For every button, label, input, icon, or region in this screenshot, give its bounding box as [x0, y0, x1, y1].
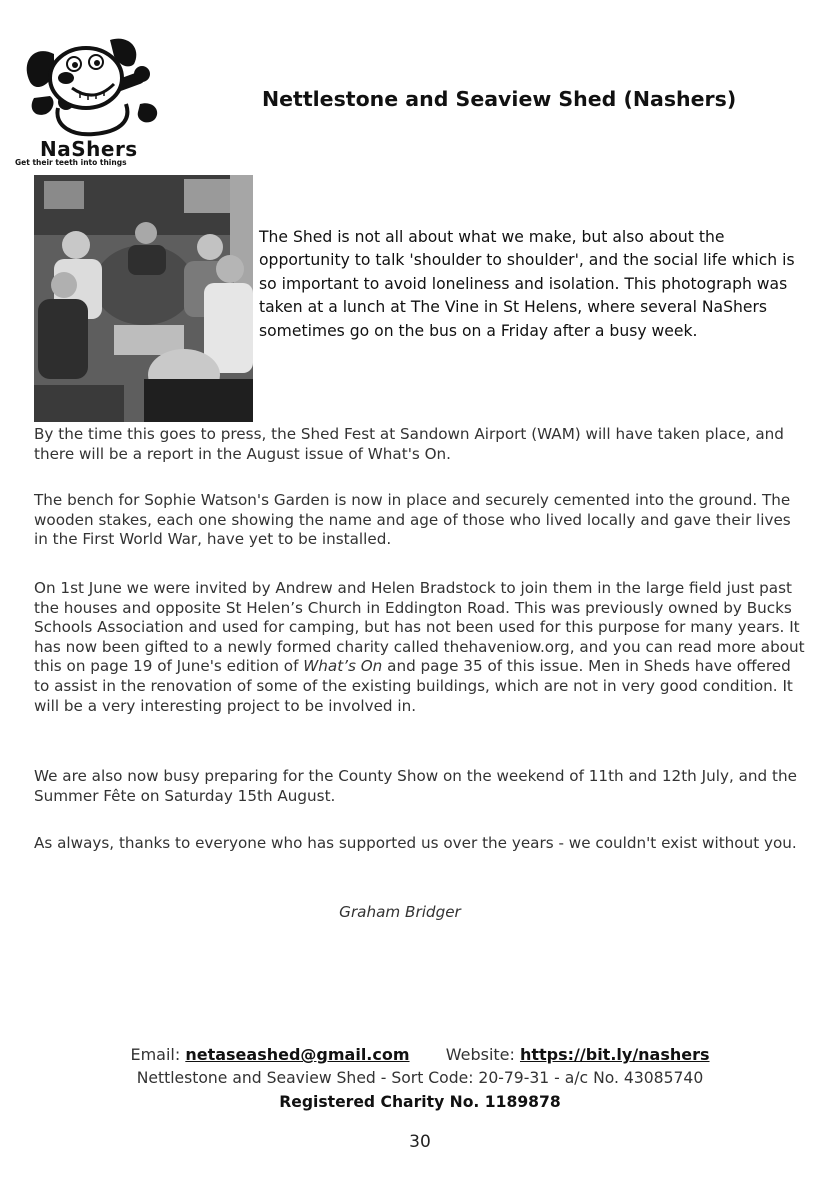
- logo-tagline: Get their teeth into things: [15, 158, 127, 167]
- website-label: Website:: [445, 1045, 515, 1064]
- author-signature: Graham Bridger: [339, 903, 461, 921]
- intro-paragraph: The Shed is not all about what we make, but also about the opportunity to talk 'shoulder to shoulder', and the social life which is so important to avoid loneliness and isolation. This photograph was taken at a lunch at The Vine in St Helens, where several NaShers sometimes go on the bus on a Friday after a busy week.: [259, 228, 795, 340]
- paragraph-field-text-1: On 1st June we were invited by Andrew and Helen Bradstock to join them in the large field just past the houses and opposite St Helen’s Church in Eddington Road. This was previously owned by Bucks Schools Association and used for camping, but has not been used for this purpose for many years. It has now been gifted to a newly formed charity called thehaveniow.org, and you can read more about this on page 19 of June's edition of: [34, 579, 805, 676]
- email-label: Email:: [130, 1045, 181, 1064]
- logo-wordmark: NaShers: [40, 137, 138, 161]
- email-link[interactable]: netaseashed@gmail.com: [185, 1045, 410, 1064]
- paragraph-thanks: As always, thanks to everyone who has supported us over the years - we couldn't exist without you.: [34, 834, 797, 852]
- lunch-photo: [34, 175, 253, 422]
- contact-line: [0, 1045, 840, 1064]
- website-link[interactable]: https://bit.ly/nashers: [519, 1045, 710, 1064]
- paragraph-field: [34, 579, 809, 716]
- paragraph-bench: The bench for Sophie Watson's Garden is now in place and securely cemented into the ground. The wooden stakes, each one showing the name and age of those who lived locally and gave their lives in the First World War, have yet to be installed.: [34, 491, 791, 549]
- paragraph-shed-fest: By the time this goes to press, the Shed Fest at Sandown Airport (WAM) will have taken place, and there will be a report in the August issue of What's On.: [34, 425, 784, 463]
- paragraph-field-text-2: and page 35 of this issue. Men in Sheds have offered to assist in the renovation of some of the existing buildings, which are not in very good condition. It will be a very interesting project to be involved in.: [34, 657, 793, 715]
- whats-on-title: What’s On: [303, 657, 383, 676]
- dog-mascot-icon: [14, 34, 170, 138]
- charity-number: Registered Charity No. 1189878: [279, 1093, 561, 1111]
- photo-image: [34, 175, 253, 422]
- page-number: 30: [409, 1132, 431, 1152]
- page-title: Nettlestone and Seaview Shed (Nashers): [262, 87, 737, 111]
- bank-details: Nettlestone and Seaview Shed - Sort Code: 20-79-31 - a/c No. 43085740: [136, 1069, 704, 1087]
- paragraph-county-show: We are also now busy preparing for the County Show on the weekend of 11th and 12th July, and the Summer Fête on Saturday 15th August.: [34, 767, 797, 805]
